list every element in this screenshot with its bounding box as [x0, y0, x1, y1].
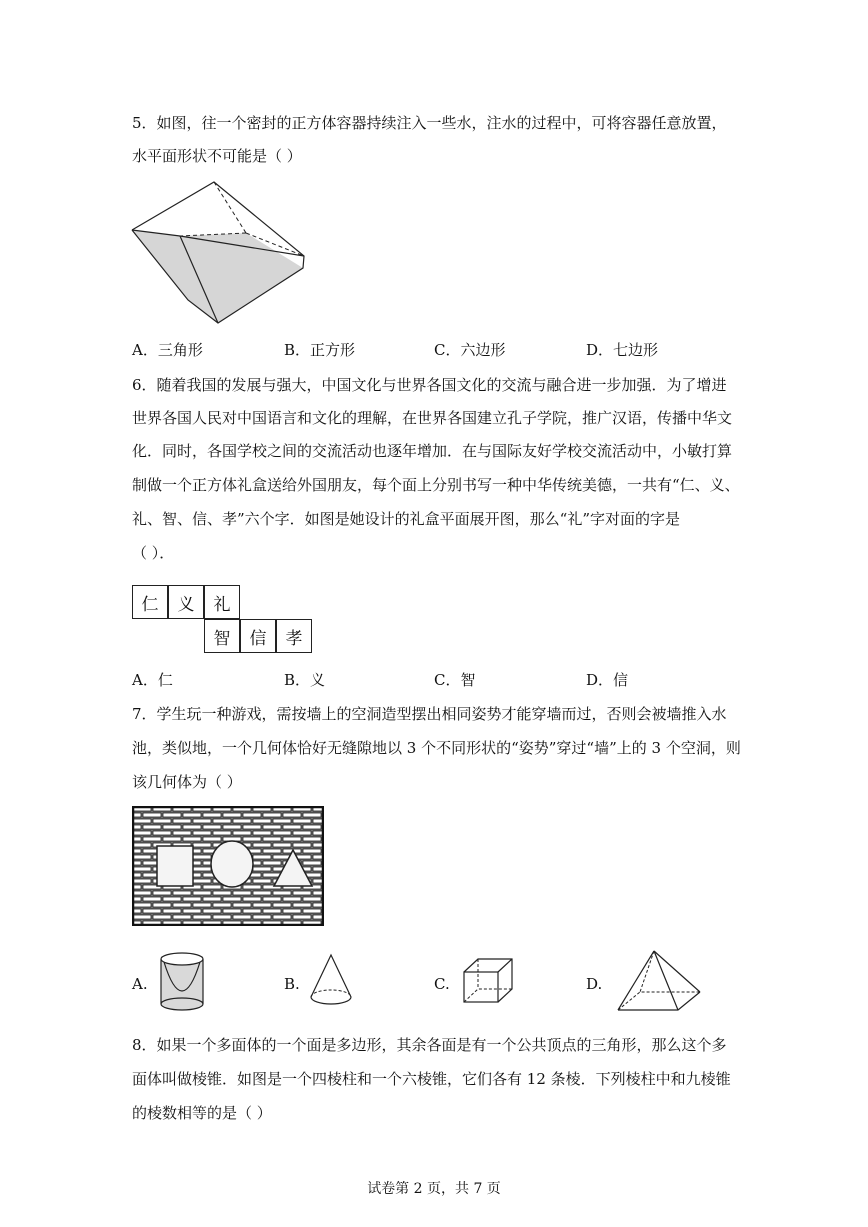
cube-hidden-edge — [214, 182, 246, 233]
circle-hole — [211, 841, 253, 887]
q6-line-6: （ ）． — [132, 544, 175, 562]
cylinder-option-icon — [154, 950, 212, 1012]
q5-line-1: 5．如图，往一个密封的正方体容器持续注入一些水，注水的过程中，可将容器任意放置， — [132, 114, 727, 132]
q7-line-1: 7．学生玩一种游戏，需按墙上的空洞造型摆出相同姿势才能穿墙而过，否则会被墙推入水 — [132, 705, 727, 723]
q5-line-2: 水平面形状不可能是（ ） — [132, 147, 302, 165]
q5-option-a: A．三角形 — [132, 341, 203, 359]
q7-option-a-label: A. — [132, 975, 148, 993]
q7-line-2: 池，类似地，一个几何体恰好无缝隙地以 3 个不同形状的“姿势”穿过“墙”上的 3 个空洞，则 — [132, 739, 741, 757]
cube-option-icon — [460, 956, 516, 1006]
q6-line-2: 世界各国人民对中国语言和文化的理解，在世界各国建立孔子学院，推广汉语，传播中华文 — [132, 409, 733, 427]
cube-water-figure — [128, 178, 308, 328]
net-cell: 信 — [240, 619, 276, 653]
q8-line-3: 的棱数相等的是（ ） — [132, 1104, 272, 1122]
q8-line-2: 面体叫做棱锥．如图是一个四棱柱和一个六棱锥，它们各有 12 条棱．下列棱柱中和九棱锥 — [132, 1070, 731, 1088]
q7-option-d-label: D. — [586, 975, 603, 993]
q5-option-d: D．七边形 — [586, 341, 659, 359]
q6-line-4: 制做一个正方体礼盒送给外国朋友，每个面上分别书写一种中华传统美德，一共有“仁、义、 — [132, 476, 740, 494]
rectangle-hole — [157, 846, 193, 886]
page-footer: 试卷第 2 页，共 7 页 — [367, 1181, 501, 1197]
q6-option-c: C．智 — [434, 671, 476, 689]
q6-line-5: 礼、智、信、孝”六个字．如图是她设计的礼盒平面展开图，那么“礼”字对面的字是 — [132, 510, 681, 528]
q7-line-3: 该几何体为（ ） — [132, 773, 242, 791]
net-cell: 礼 — [204, 585, 240, 619]
q6-option-a: A．仁 — [132, 671, 173, 689]
cone-option-icon — [308, 952, 354, 1010]
q6-line-1: 6．随着我国的发展与强大，中国文化与世界各国文化的交流与融合进一步加强．为了增进 — [132, 376, 727, 394]
q6-option-d: D．信 — [586, 671, 629, 689]
brick-wall-figure — [132, 806, 324, 926]
cube-net-figure — [132, 585, 322, 655]
net-cell: 义 — [168, 585, 204, 619]
q6-line-3: 化．同时，各国学校之间的交流活动也逐年增加．在与国际友好学校交流活动中，小敏打算 — [132, 442, 733, 460]
q6-option-b: B．义 — [284, 671, 326, 689]
q7-option-c-label: C. — [434, 975, 450, 993]
net-cell: 仁 — [132, 585, 168, 619]
q5-option-b: B．正方形 — [284, 341, 356, 359]
q8-line-1: 8．如果一个多面体的一个面是多边形，其余各面是有一个公共顶点的三角形，那么这个多 — [132, 1036, 727, 1054]
net-cell: 孝 — [276, 619, 312, 653]
pyramid-option-icon — [614, 948, 706, 1014]
q5-option-c: C．六边形 — [434, 341, 506, 359]
q7-option-b-label: B. — [284, 975, 300, 993]
net-cell: 智 — [204, 619, 240, 653]
